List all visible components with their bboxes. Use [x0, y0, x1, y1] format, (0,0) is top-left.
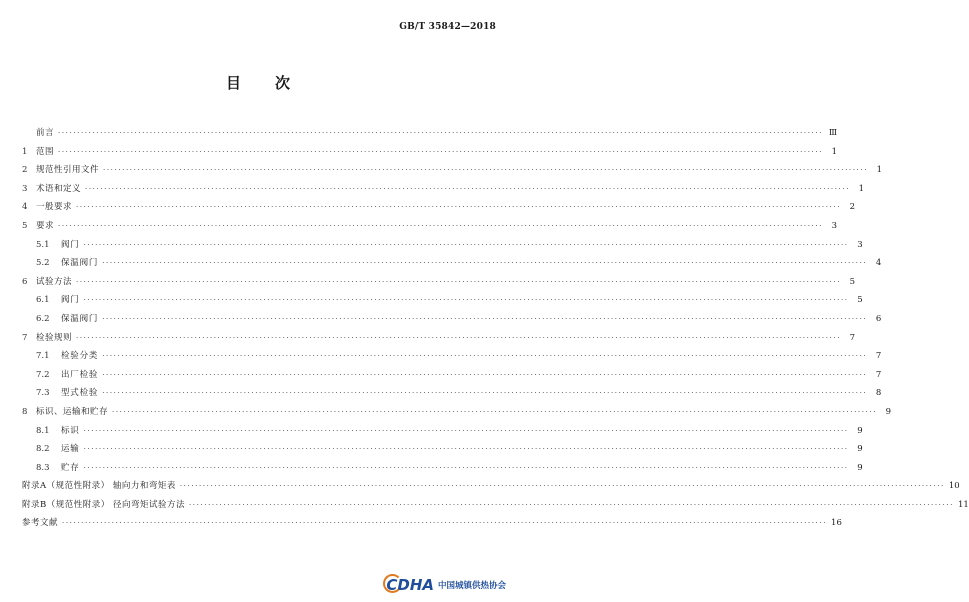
toc-entry-number: 8: [22, 406, 28, 417]
toc-entry-label: 要求: [36, 220, 55, 231]
toc-entry-label: 检验规则: [36, 332, 73, 343]
toc-entry-page: 6: [875, 313, 882, 324]
toc-leader-dots: ········································································································································································································: [179, 482, 945, 491]
toc-entry-label: 范围: [36, 146, 55, 157]
toc-entry[interactable]: [22, 514, 842, 533]
association-name: 中国城镇供热协会: [437, 581, 506, 591]
toc-entry-page: 4: [875, 258, 882, 269]
toc-entry-label: 型式检验: [61, 388, 99, 399]
toc-entry[interactable]: [22, 236, 863, 255]
toc-leader-dots: ········································································································································································································: [102, 389, 868, 398]
toc-leader-dots: ········································································································································································································: [58, 147, 824, 156]
toc-entry-number: 5: [22, 220, 28, 231]
toc-entry-label: 标识、运输和贮存: [36, 406, 109, 417]
toc-entry-page: 5: [857, 295, 863, 306]
toc-leader-dots: ········································································································································································································: [102, 352, 868, 361]
toc-entry[interactable]: [22, 310, 882, 329]
toc-leader-dots: ········································································································································································································: [83, 240, 849, 249]
toc-entry-number: 6.2: [36, 313, 50, 324]
toc-entry-page: Ⅲ: [828, 128, 838, 138]
toc-entry-page: 16: [831, 518, 842, 529]
toc-entry-page: 7: [875, 351, 882, 362]
toc-entry-page: 1: [876, 165, 883, 176]
toc-leader-dots: ········································································································································································································: [83, 296, 849, 305]
toc-entry-number: 7.2: [36, 369, 50, 380]
toc-entry-number: 1: [22, 146, 28, 157]
toc-entry-label: 附录B（规范性附录） 径向弯矩试验方法: [22, 499, 185, 510]
toc-entry-number: 6.1: [36, 295, 50, 306]
toc-leader-dots: ········································································································································································································: [188, 500, 954, 509]
toc-entry-number: 7.3: [36, 388, 50, 399]
toc-entry[interactable]: [22, 366, 882, 385]
standard-code: GB/T 35842—2018: [399, 22, 496, 32]
toc-leader-dots: ········································································································································································································: [83, 445, 849, 454]
toc-entry[interactable]: [22, 422, 863, 441]
toc-entry-page: 8: [875, 388, 882, 399]
toc-entry-label: 规范性引用文件: [36, 165, 100, 176]
toc-entry-page: 5: [849, 276, 856, 287]
toc-entry-label: 标识: [61, 425, 80, 436]
toc-leader-dots: ········································································································································································································: [58, 221, 824, 230]
title-char-2: 次: [275, 74, 291, 92]
toc-entry-label: 保温阀门: [61, 258, 99, 269]
toc-leader-dots: ········································································································································································································: [76, 203, 842, 212]
toc-entry-label: 检验分类: [61, 351, 99, 362]
toc-entry-label: 保温阀门: [61, 313, 99, 324]
toc-entry[interactable]: [22, 329, 856, 348]
toc-entry-number: 3: [22, 183, 28, 194]
toc-entry[interactable]: [22, 459, 863, 478]
toc-entry-number: 7.1: [36, 351, 50, 362]
toc-entry[interactable]: [22, 143, 838, 162]
toc-entry[interactable]: [22, 161, 883, 180]
toc-entry-page: 10: [948, 481, 960, 492]
toc-entry[interactable]: [22, 291, 863, 310]
toc-entry[interactable]: [22, 347, 882, 366]
toc-entry-label: 参考文献: [22, 518, 59, 529]
toc-entry-page: 9: [885, 406, 892, 417]
toc-entry-number: 8.3: [36, 462, 50, 473]
toc-entry-page: 7: [849, 332, 856, 343]
toc-entry[interactable]: [22, 496, 969, 515]
toc-entry-label: 试验方法: [36, 276, 73, 287]
toc-entry-label: 阀门: [61, 239, 80, 250]
toc-entry-page: 7: [875, 369, 882, 380]
toc-entry-label: 附录A（规范性附录） 轴向力和弯矩表: [22, 481, 176, 492]
toc-leader-dots: ········································································································································································································: [102, 259, 868, 268]
toc-leader-dots: ········································································································································································································: [103, 166, 869, 175]
toc-entry[interactable]: [22, 217, 838, 236]
toc-entry-page: 9: [857, 425, 863, 436]
toc-entry-page: 3: [831, 220, 838, 231]
toc-entry-label: 贮存: [61, 462, 80, 473]
toc-leader-dots: ········································································································································································································: [62, 519, 828, 528]
toc-entry-page: 3: [857, 239, 863, 250]
toc-entry-label: 术语和定义: [36, 183, 82, 194]
toc-entry-number: 8.1: [36, 425, 50, 436]
toc-entry[interactable]: [22, 254, 882, 273]
toc-entry-number: 5.2: [36, 258, 50, 269]
toc-entry-number: 4: [22, 202, 28, 213]
toc-leader-dots: ········································································································································································································: [58, 129, 824, 137]
toc-leader-dots: ········································································································································································································: [112, 407, 878, 416]
cdha-logo-icon: CDHA: [386, 576, 434, 594]
toc-leader-dots: ········································································································································································································: [83, 463, 849, 472]
toc-entry-number: 6: [22, 276, 28, 287]
toc-entry[interactable]: [22, 180, 865, 199]
toc-leader-dots: ········································································································································································································: [83, 426, 849, 435]
toc-entry[interactable]: [22, 403, 892, 422]
toc-entry[interactable]: [22, 273, 856, 292]
toc-entry-label: 运输: [61, 444, 80, 455]
toc-leader-dots: ········································································································································································································: [85, 184, 851, 193]
title-char-1: 目: [225, 74, 241, 92]
toc-entry-label: 出厂检验: [61, 369, 99, 380]
toc-entry-number: 7: [22, 332, 28, 343]
toc-entry-page: 9: [857, 444, 863, 455]
toc-leader-dots: ········································································································································································································: [76, 277, 842, 286]
toc-entry-page: 9: [857, 462, 863, 473]
toc-leader-dots: ········································································································································································································: [76, 333, 842, 342]
page-title: [0, 72, 516, 93]
toc-entry-page: 1: [831, 146, 838, 157]
toc-entry-label: 前言: [36, 128, 55, 138]
toc-entry-number: 5.1: [36, 239, 50, 250]
toc-entry-label: 阀门: [61, 295, 80, 306]
toc-entry-label: 一般要求: [36, 202, 73, 213]
toc-entry-page: 2: [849, 202, 856, 213]
toc-leader-dots: ········································································································································································································: [102, 314, 868, 323]
table-of-contents: [22, 124, 969, 533]
toc-entry-page: 11: [957, 499, 969, 510]
toc-entry[interactable]: [22, 477, 960, 496]
toc-entry-number: 8.2: [36, 444, 50, 455]
toc-entry[interactable]: [22, 384, 882, 403]
toc-entry[interactable]: [22, 198, 856, 217]
toc-entry[interactable]: [22, 124, 838, 143]
toc-entry-page: 1: [858, 183, 865, 194]
toc-entry[interactable]: [22, 440, 863, 459]
toc-leader-dots: ········································································································································································································: [102, 370, 868, 379]
publisher-logo: [386, 576, 506, 594]
toc-entry-number: 2: [22, 165, 28, 176]
